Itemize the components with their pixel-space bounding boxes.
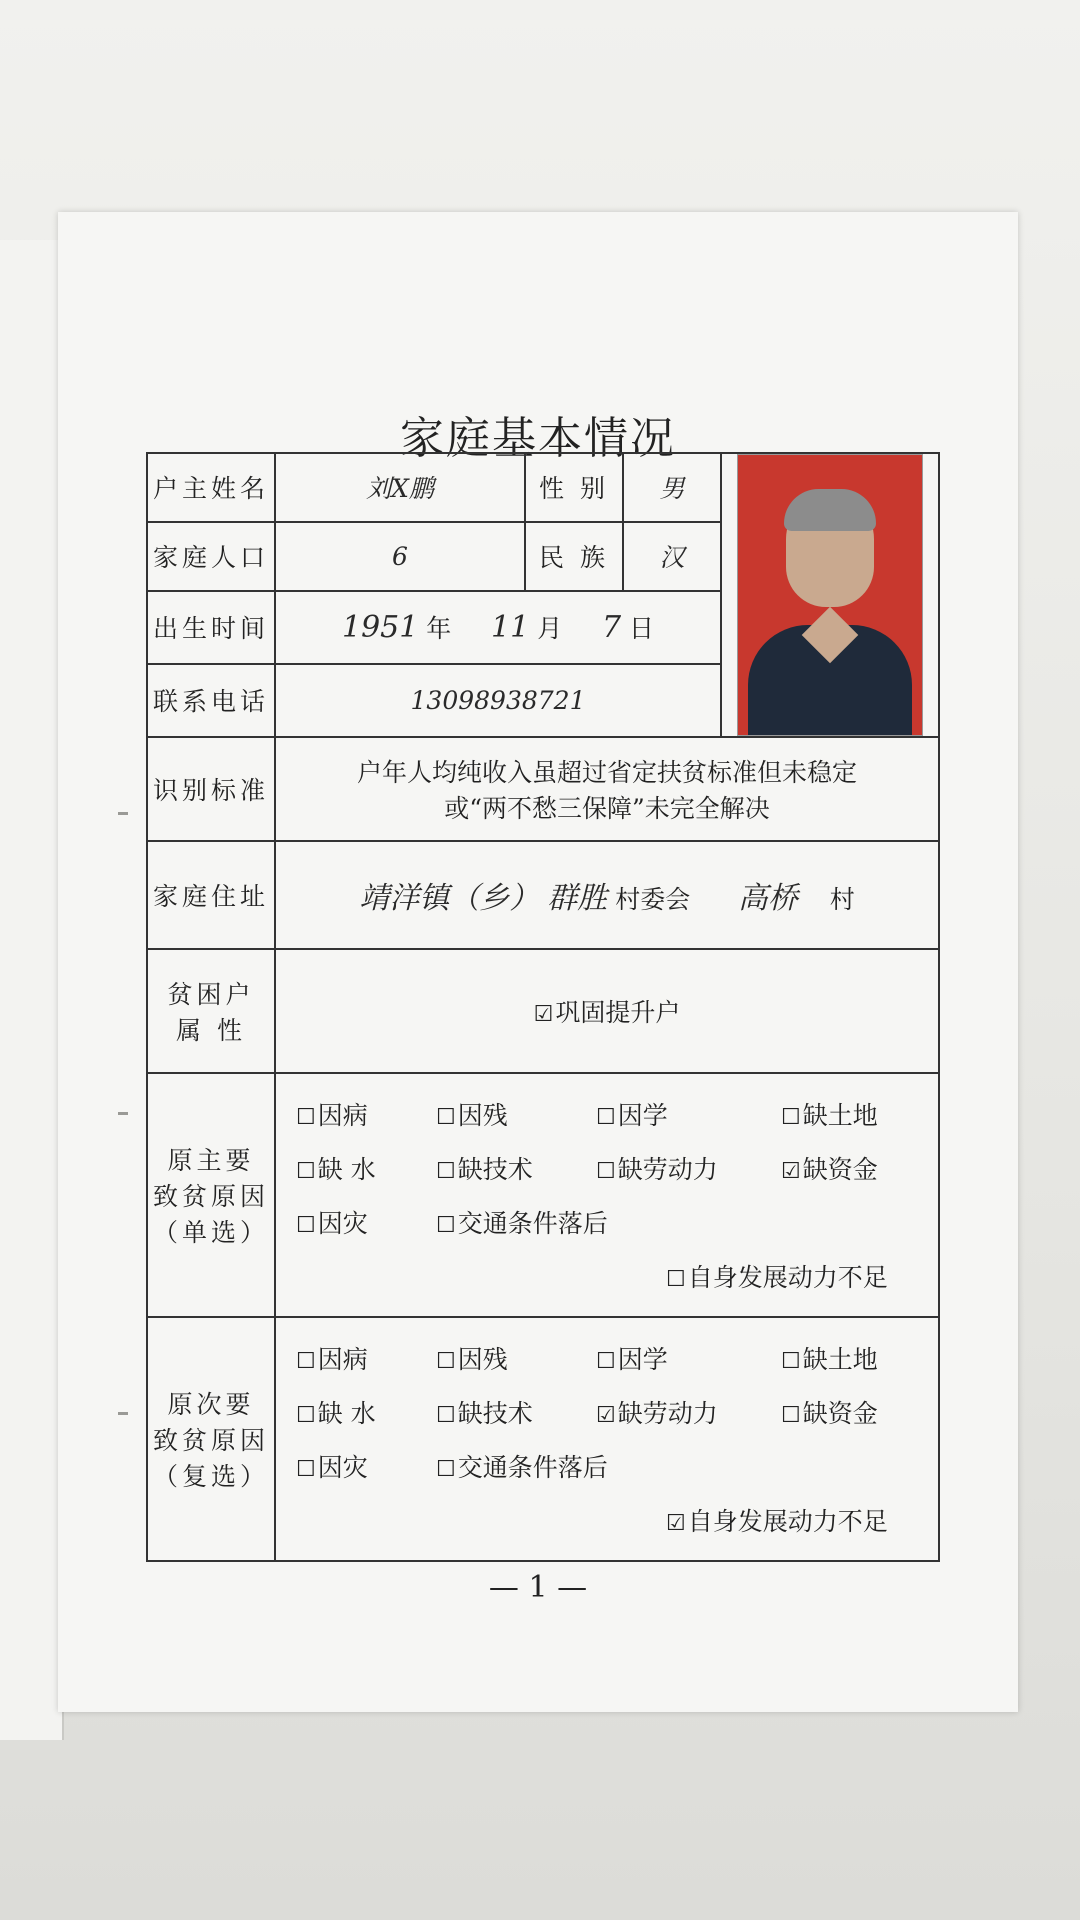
checkbox-icon: ☐ xyxy=(436,1159,456,1184)
value-criteria xyxy=(275,737,939,841)
value-poverty-type xyxy=(275,949,939,1073)
value-head-name: 刘X鹏 xyxy=(275,453,525,522)
checkbox-icon: ☐ xyxy=(296,1457,316,1482)
address-town: 靖洋镇（乡） xyxy=(359,881,540,916)
reason-option[interactable] xyxy=(296,1394,436,1430)
label-secondary-reason-line-1: 原次要 xyxy=(167,1390,255,1419)
reason-option-label: 缺技术 xyxy=(457,1399,533,1428)
checkbox-icon: ☐ xyxy=(296,1213,316,1238)
checkbox-icon: ☐ xyxy=(596,1159,616,1184)
label-secondary-reason-line-2: 致贫原因 xyxy=(152,1426,269,1455)
birth-day-unit: 日 xyxy=(628,614,654,644)
reason-option-label: 因残 xyxy=(457,1345,508,1374)
checkbox-icon: ☐ xyxy=(781,1403,801,1428)
checkbox-icon: ☐ xyxy=(436,1457,456,1482)
label-poverty-type-line-1: 贫困户 xyxy=(167,980,255,1009)
main-reason-options xyxy=(275,1073,939,1317)
document-page xyxy=(58,212,1018,1712)
secondary-reason-options xyxy=(275,1317,939,1561)
address-committee-unit: 村委会 xyxy=(615,885,691,914)
criteria-line-2: 或“两不愁三保障”未完全解决 xyxy=(444,794,770,823)
value-phone: 13098938721 xyxy=(275,664,721,737)
photo-hair xyxy=(784,489,876,531)
checked-box-icon: ☑ xyxy=(666,1511,686,1536)
label-secondary-reason xyxy=(147,1317,275,1561)
reason-option-label: 因学 xyxy=(617,1101,668,1130)
reason-option[interactable] xyxy=(781,1150,928,1186)
address-committee-name: 群胜 xyxy=(547,881,608,916)
reason-option[interactable] xyxy=(596,1150,781,1186)
checkbox-icon: ☐ xyxy=(781,1349,801,1374)
page-number: — 1 — xyxy=(488,1570,588,1605)
reason-option[interactable] xyxy=(596,1394,781,1430)
label-poverty-type xyxy=(147,949,275,1073)
label-secondary-reason-line-3: （复选） xyxy=(152,1462,269,1491)
reason-option-label: 交通条件落后 xyxy=(457,1453,608,1482)
reason-option[interactable] xyxy=(666,1258,928,1294)
address-village-unit: 村 xyxy=(829,885,855,914)
reason-option-label: 缺资金 xyxy=(802,1399,878,1428)
checkbox-icon: ☑ xyxy=(533,1002,554,1027)
reason-option[interactable] xyxy=(436,1150,596,1186)
checkbox-icon: ☐ xyxy=(296,1403,316,1428)
checkbox-icon: ☐ xyxy=(296,1105,316,1130)
reason-option[interactable] xyxy=(436,1204,781,1240)
label-household-size: 家庭人口 xyxy=(147,522,275,591)
label-phone: 联系电话 xyxy=(147,664,275,737)
label-main-reason-line-1: 原主要 xyxy=(167,1146,255,1175)
reason-option[interactable] xyxy=(296,1150,436,1186)
checkbox-icon: ☐ xyxy=(596,1349,616,1374)
reason-option-label: 因学 xyxy=(617,1345,668,1374)
birth-year-unit: 年 xyxy=(426,614,452,644)
reason-option[interactable] xyxy=(436,1096,596,1132)
reason-option-label: 交通条件落后 xyxy=(457,1209,608,1238)
birth-year: 1951 xyxy=(341,610,419,646)
reason-option-label: 因病 xyxy=(317,1345,368,1374)
reason-option[interactable] xyxy=(596,1340,781,1376)
checked-box-icon: ☑ xyxy=(781,1159,801,1184)
reason-option[interactable] xyxy=(666,1502,928,1538)
reason-option-label: 缺劳动力 xyxy=(617,1155,718,1184)
checked-box-icon: ☑ xyxy=(596,1403,616,1428)
label-criteria: 识别标准 xyxy=(147,737,275,841)
label-ethnicity: 民 族 xyxy=(525,522,623,591)
reason-option-label: 自身发展动力不足 xyxy=(687,1263,888,1292)
binding-stitch xyxy=(118,812,128,815)
reason-option-label: 因灾 xyxy=(317,1209,368,1238)
label-gender: 性 别 xyxy=(525,453,623,522)
photo-cell xyxy=(721,453,939,737)
reason-option-label: 缺 水 xyxy=(317,1155,376,1184)
birth-month-unit: 月 xyxy=(537,614,563,644)
reason-option[interactable] xyxy=(781,1394,928,1430)
label-main-reason xyxy=(147,1073,275,1317)
checkbox-icon: ☐ xyxy=(436,1403,456,1428)
checkbox-icon: ☐ xyxy=(436,1349,456,1374)
reason-option[interactable] xyxy=(596,1096,781,1132)
value-address xyxy=(275,841,939,949)
birth-day: 7 xyxy=(601,610,622,646)
label-birth-date: 出生时间 xyxy=(147,591,275,664)
previous-page-edge xyxy=(0,240,64,1740)
label-address: 家庭住址 xyxy=(147,841,275,949)
poverty-type-label: 巩固提升户 xyxy=(555,998,681,1027)
reason-option-label: 缺 水 xyxy=(317,1399,376,1428)
reason-option[interactable] xyxy=(781,1096,928,1132)
reason-option-label: 缺土地 xyxy=(802,1345,878,1374)
value-birth-date xyxy=(275,591,721,664)
reason-option[interactable] xyxy=(436,1448,781,1484)
family-info-table xyxy=(146,452,940,1562)
checkbox-icon: ☐ xyxy=(436,1105,456,1130)
checkbox-icon: ☐ xyxy=(596,1105,616,1130)
reason-option-label: 自身发展动力不足 xyxy=(687,1507,888,1536)
checkbox-icon: ☐ xyxy=(666,1267,686,1292)
value-household-size: 6 xyxy=(275,522,525,591)
label-head-name: 户主姓名 xyxy=(147,453,275,522)
checkbox-icon: ☐ xyxy=(296,1159,316,1184)
reason-option-label: 因病 xyxy=(317,1101,368,1130)
binding-stitch xyxy=(118,1112,128,1115)
page-title: 家庭基本情况 xyxy=(400,413,676,464)
reason-option[interactable] xyxy=(436,1394,596,1430)
label-main-reason-line-3: （单选） xyxy=(152,1218,269,1247)
checkbox-icon: ☐ xyxy=(296,1349,316,1374)
address-village-name: 高桥 xyxy=(737,881,798,916)
reason-option-label: 缺技术 xyxy=(457,1155,533,1184)
label-main-reason-line-2: 致贫原因 xyxy=(152,1182,269,1211)
main-reason-grid xyxy=(276,1074,938,1316)
reason-option[interactable] xyxy=(296,1340,436,1376)
reason-option[interactable] xyxy=(296,1096,436,1132)
birth-month: 11 xyxy=(491,610,530,646)
reason-option-label: 因残 xyxy=(457,1101,508,1130)
criteria-line-1: 户年人均纯收入虽超过省定扶贫标准但未稳定 xyxy=(356,758,857,787)
reason-option[interactable] xyxy=(296,1204,436,1240)
label-poverty-type-line-2: 属 性 xyxy=(176,1016,246,1045)
reason-option[interactable] xyxy=(781,1340,928,1376)
head-of-household-photo xyxy=(737,454,923,736)
value-ethnicity: 汉 xyxy=(623,522,721,591)
binding-stitch xyxy=(118,1412,128,1415)
reason-option[interactable] xyxy=(436,1340,596,1376)
reason-option-label: 因灾 xyxy=(317,1453,368,1482)
checkbox-icon: ☐ xyxy=(781,1105,801,1130)
reason-option[interactable] xyxy=(296,1448,436,1484)
checkbox-icon: ☐ xyxy=(436,1213,456,1238)
value-gender: 男 xyxy=(623,453,721,522)
reason-option-label: 缺资金 xyxy=(802,1155,878,1184)
reason-option-label: 缺劳动力 xyxy=(617,1399,718,1428)
secondary-reason-grid xyxy=(276,1318,938,1560)
reason-option-label: 缺土地 xyxy=(802,1101,878,1130)
